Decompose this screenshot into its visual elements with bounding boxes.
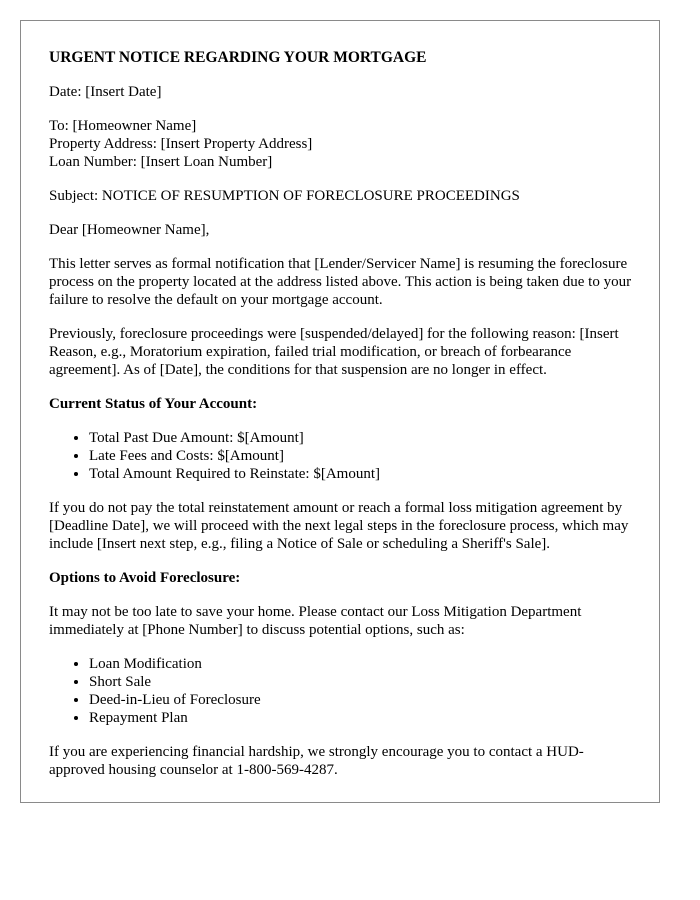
subject-line: Subject: NOTICE OF RESUMPTION OF FORECLOSURE PROCEEDINGS: [49, 188, 520, 204]
salutation: Dear [Homeowner Name],: [49, 222, 210, 238]
letter-title: URGENT NOTICE REGARDING YOUR MORTGAGE: [49, 49, 427, 66]
list-item: • Repayment Plan: [89, 709, 639, 727]
list-item: • Deed-in-Lieu of Foreclosure: [89, 691, 639, 709]
date-line: Date: [Insert Date]: [49, 84, 162, 100]
letter-content: [49, 49, 639, 795]
list-item: • Short Sale: [89, 673, 639, 691]
list-item: • Total Past Due Amount: $[Amount]: [89, 429, 639, 447]
paragraph-next-steps: If you do not pay the total reinstatement amount or reach a formal loss mitigation agreement by [Deadline Date], we will proceed with the next legal steps in the foreclosure process, which may include [Insert next step, e.g., filing a Notice of Sale or scheduling a Sheriff's Sale].: [49, 500, 629, 552]
options-list: [49, 655, 639, 727]
paragraph-previous-suspension: Previously, foreclosure proceedings were [suspended/delayed] for the following reason: [Insert Reason, e.g., Moratorium expiration, failed trial modification, or breach of forbearance agreement]. As of [Date], the conditions for that suspension are no longer in effect.: [49, 326, 619, 378]
property-address-line: Property Address: [Insert Property Address]: [49, 136, 313, 152]
paragraph-contact: It may not be too late to save your home. Please contact our Loss Mitigation Department immediately at [Phone Number] to discuss potential options, such as:: [49, 604, 582, 638]
loan-number-line: Loan Number: [Insert Loan Number]: [49, 154, 273, 170]
paragraph-notification: This letter serves as formal notification that [Lender/Servicer Name] is resuming the foreclosure process on the property located at the address listed above. This action is being taken due to your failure to resolve the default on your mortgage account.: [49, 256, 632, 308]
letter-page: [20, 20, 660, 803]
paragraph-hardship: If you are experiencing financial hardship, we strongly encourage you to contact a HUD-approved housing counselor at 1-800-569-4287.: [49, 744, 584, 778]
heading-account-status: Current Status of Your Account:: [49, 396, 258, 412]
list-item: • Total Amount Required to Reinstate: $[Amount]: [89, 465, 639, 483]
account-status-list: [49, 429, 639, 483]
heading-options: Options to Avoid Foreclosure:: [49, 570, 241, 586]
recipient-block: [49, 117, 639, 171]
to-line: To: [Homeowner Name]: [49, 118, 197, 134]
list-item: • Loan Modification: [89, 655, 639, 673]
list-item: • Late Fees and Costs: $[Amount]: [89, 447, 639, 465]
